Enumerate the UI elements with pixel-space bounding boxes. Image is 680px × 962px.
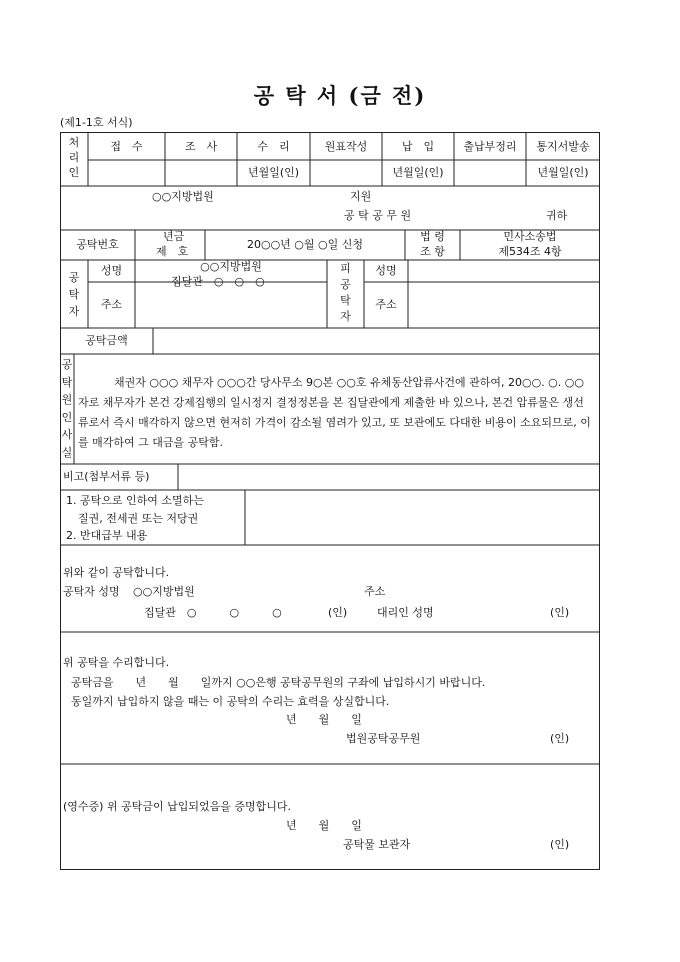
remarks-label: 비고(첨부서류 등) [63,470,150,483]
acceptance-line-3: 동일까지 납입하지 않을 때는 이 공탁의 수리는 효력을 상실합니다. [71,695,390,708]
acceptance-seal: (인) [550,732,570,745]
court-branch: 지원 [350,190,372,203]
year-label: 년금 [163,230,185,243]
application-date: 20○○년 ○월 ○일 신청 [246,238,363,251]
receipt-keeper: 공탁물 보관자 [343,838,411,851]
cause-text: 채권자 ○○○ 채무자 ○○○간 당사무소 9○본 ○○호 유체동산압류사건에 관하여, 20○○. ○. ○○자로 채무자가 본건 강제집행의 일시정지 결정정본을 본 집달관에게 제출한 바 있으나, 본건 압류물은 생선류로서 즉시 매각하지 않으면 현저히 가격이 감소될 염려가 있고, 또 보관에도 다대한 비용이 소요되므로, 이를 매각하여 그 대금을 공탁함. [78,376,591,449]
law-article: 제534조 4항 [498,245,562,258]
beneficiary-label: 피 공 탁 자 [340,262,351,323]
acceptance-line-1: 위 공탁을 수리합니다. [63,656,170,669]
law-label-1: 법 령 [420,230,445,243]
declaration-seal-1: (인) [328,606,348,619]
depositor-label: 공 탁 자 [68,271,80,318]
counter-performance: 2. 반대급부 내용 [66,529,148,542]
law-label-2: 조 항 [420,245,445,258]
depositor-address-label: 주소 [100,298,123,311]
declaration-bailiff: 집달관 ○ ○ ○ [144,606,282,619]
acceptance-line-2: 공탁금을 년 월 일까지 ○○은행 공탁공무원의 구좌에 납입하시기 바랍니다. [71,676,486,689]
cause-label: 공 탁 원 인 사 실 [61,358,73,459]
payment-date: 년월일(인) [392,166,444,179]
deposit-officer: 공 탁 공 무 원 [344,209,412,222]
header-receive: 접 수 [110,140,143,153]
receipt-line: (영수증) 위 공탁금이 납입되었음을 증명합니다. [63,800,291,813]
declaration-line: 위와 같이 공탁합니다. [63,566,170,579]
header-accept: 수 리 [257,140,290,153]
header-investigate: 조 사 [184,140,218,153]
beneficiary-address-label: 주소 [375,298,397,311]
header-cashbook: 출납부정리 [463,140,517,153]
receipt-seal: (인) [550,838,570,851]
number-label: 제 호 [156,245,189,258]
acceptance-date: 년 월 일 [286,713,362,726]
agent-name-label: 대리인 성명 [377,606,434,619]
beneficiary-name-label: 성명 [375,264,397,277]
accept-date: 년월일(인) [247,166,300,179]
page-title: 공 탁 서 (금 전) [253,83,427,108]
receipt-date: 년 월 일 [286,819,362,832]
header-notice: 통지서발송 [536,140,590,153]
honorific: 귀하 [546,209,568,222]
notice-date: 년월일(인) [537,166,589,179]
declaration-address-label: 주소 [364,585,386,598]
declaration-court: ○○지방법원 [133,585,195,598]
deposit-form [60,132,600,870]
form-number: (제1-1호 서식) [60,116,133,129]
acceptance-officer: 법원공탁공무원 [346,732,421,745]
amount-label: 공탁금액 [85,334,128,347]
header-payment: 납 입 [401,140,435,153]
extinguish-line-1: 1. 공탁으로 인하여 소멸하는 [66,494,204,507]
law-name: 민사소송법 [503,230,557,243]
depositor-court: ○○지방법원 [200,260,262,273]
depositor-name-caption: 공탁자 성명 [63,585,120,598]
extinguish-line-2: 질권, 전세권 또는 저당권 [78,512,199,525]
depositor-bailiff: 집달관 ○ ○ ○ [171,275,265,288]
header-ledger: 원표작성 [324,140,368,153]
declaration-seal-2: (인) [550,606,570,619]
court-name: ○○지방법원 [152,190,214,203]
process-label: 처 리 인 [68,136,80,179]
depositor-name-label: 성명 [100,264,123,277]
deposit-number-label: 공탁번호 [76,238,119,251]
